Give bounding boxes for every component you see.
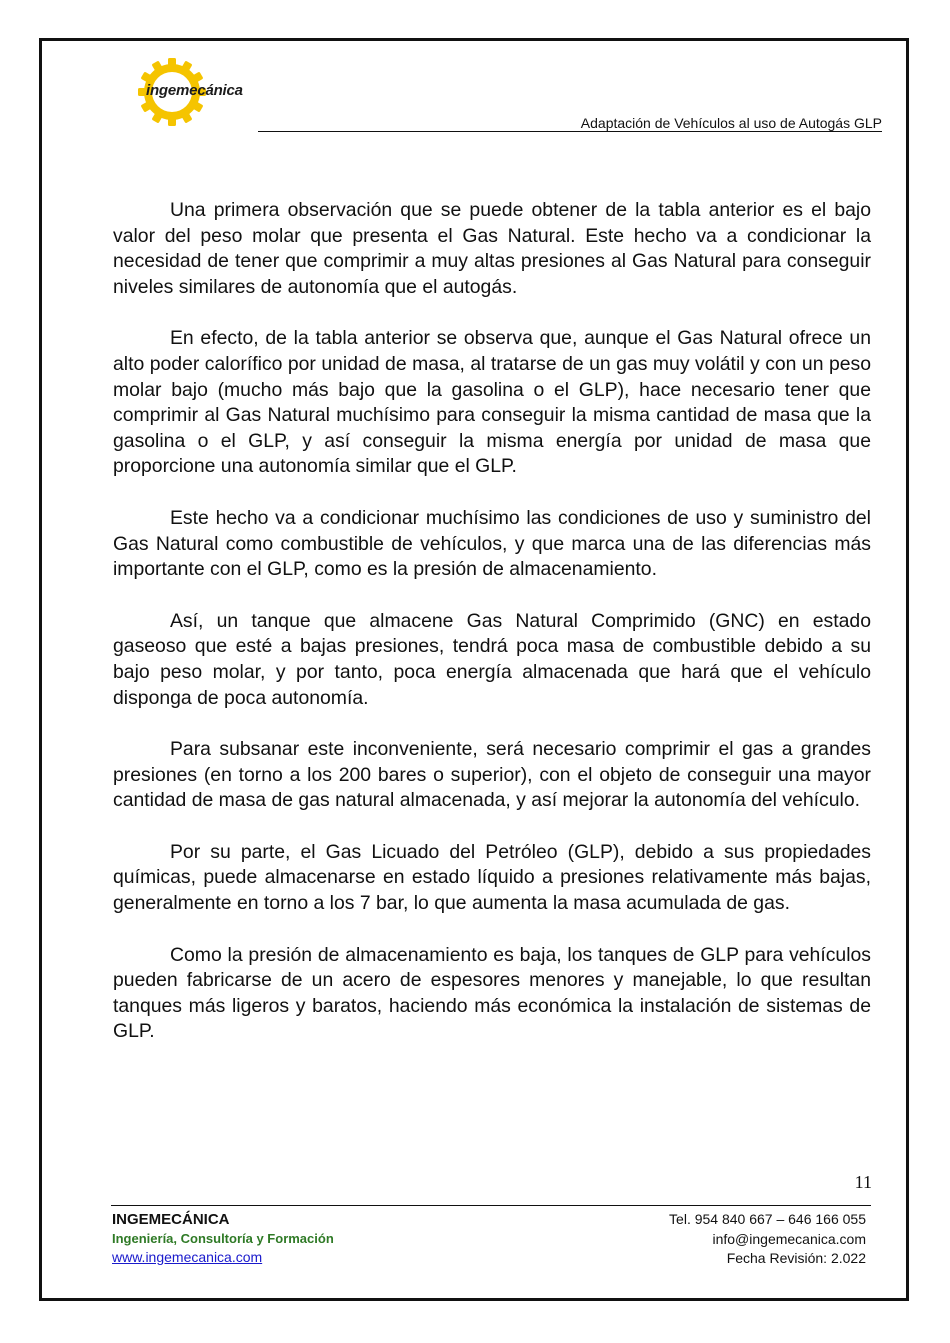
paragraph: Para subsanar este inconveniente, será necesario comprimir el gas a grandes presiones (en torno a los 200 bares o superior), con el objeto de conseguir una mayor cantidad de masa de gas natural almacenada, y así mejorar la autonomía del vehículo. <box>113 738 871 812</box>
footer-tagline: Ingeniería, Consultoría y Formación <box>112 1231 334 1246</box>
paragraph: Por su parte, el Gas Licuado del Petróleo (GLP), debido a sus propiedades químicas, puede almacenarse en estado líquido a presiones relativamente más bajas, generalmente en torno a los 7 bar, lo que aumenta la masa acumulada de gas. <box>113 840 871 915</box>
footer-company-info <box>112 1210 334 1267</box>
paragraph: En efecto, de la tabla anterior se observa que, aunque el Gas Natural ofrece un alto poder calorífico por unidad de masa, al tratarse de un gas muy volátil y con un peso molar bajo (mucho más bajo que la gasolina o el GLP), hace necesario tener que comprimir al Gas Natural muchísimo para conseguir la misma cantidad de masa que la gasolina o el GLP, y así conseguir la misma energía por unidad de masa que proporcione una autonomía similar que el GLP. <box>113 327 871 478</box>
paragraph: Así, un tanque que almacene Gas Natural Comprimido (GNC) en estado gaseoso que esté a bajas presiones, tendrá poca masa de combustible debido a su bajo peso molar, y por tanto, poca energía almacenada que hará que el vehículo disponga de poca autonomía. <box>113 609 871 709</box>
paragraph: Este hecho va a condicionar muchísimo las condiciones de uso y suministro del Gas Natural como combustible de vehículos, y que marca una de las diferencias más importante con el GLP, como es la presión de almacenamiento. <box>113 506 871 581</box>
website-link[interactable]: www.ingemecanica.com <box>112 1249 263 1265</box>
paragraph: Como la presión de almacenamiento es baja, los tanques de GLP para vehículos pueden fabricarse de un acero de espesores menores y manejable, lo que resultan tanques más ligeros y baratos, haciendo más económica la instalación de sistemas de GLP. <box>113 943 871 1043</box>
header-divider <box>258 131 882 132</box>
paragraph: Una primera observación que se puede obtener de la tabla anterior es el bajo valor del peso molar que presenta el Gas Natural. Este hecho va a condicionar la necesidad de tener que comprimir a muy altas presiones al Gas Natural para conseguir niveles similares de autonomía que el autogás. <box>113 199 871 298</box>
document-title: Adaptación de Vehículos al uso de Autogás GLP <box>580 115 882 131</box>
footer-revision-date: Fecha Revisión: 2.022 <box>726 1250 866 1266</box>
footer-divider <box>111 1205 871 1206</box>
footer-email[interactable]: info@ingemecanica.com <box>712 1230 866 1247</box>
footer-contact-info <box>669 1210 866 1269</box>
footer-company-name: INGEMECÁNICA <box>112 1211 230 1228</box>
page-number: 11 <box>854 1172 872 1192</box>
logo-text: ingemecánica <box>146 82 243 99</box>
company-logo <box>132 55 262 130</box>
body-content <box>113 198 871 1071</box>
footer-phone: Tel. 954 840 667 – 646 166 055 <box>669 1211 866 1227</box>
